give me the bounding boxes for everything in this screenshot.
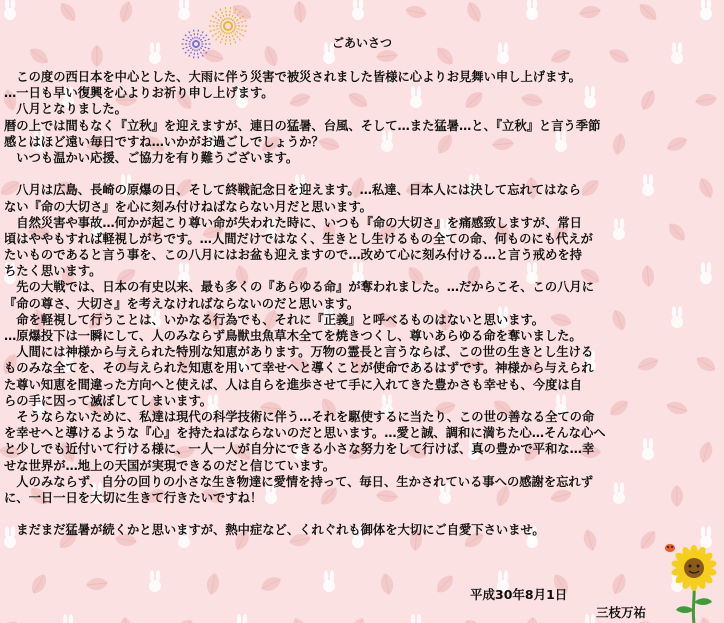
text-line: 暦の上では間もなく『立秋』を迎えますが、連日の猛暑、台風、そして…また猛暑…と、『立秋』と言う季節 — [4, 118, 601, 133]
text-line: …一日も早い復興を心よりお祈り申し上げます。 — [4, 86, 274, 101]
text-line: ない『命の大切さ』を心に刻み付けねばならない月だと思います。 — [4, 199, 372, 214]
text-line: そうならないために、私達は現代の科学技術に伴う…それを駆使するに当たり、この世の善なる全ての命 — [4, 409, 595, 424]
text-line: まだまだ猛暑が続くかと思いますが、熱中症など、くれぐれも御体を大切にご自愛下さいませ。 — [4, 523, 545, 538]
text-line: と少しでも近付いて行ける様に、一人一人が自分にできる小さな努力をして行けば、真の豊かで平和な…幸 — [4, 442, 595, 457]
page-title: ごあいさつ — [331, 36, 392, 50]
text-line: た尊い知恵を間違った方向へと使えば、人は自らを進歩させて手に入れてきた豊かさも幸せも、今度は自 — [4, 377, 582, 392]
text-line: 八月は広島、長崎の原爆の日、そして終戦記念日を迎えます。…私達、日本人には決して忘れてはなら — [4, 183, 581, 198]
text-line: 八月となりました。 — [4, 102, 127, 117]
text-line — [4, 506, 720, 522]
text-line: 先の大戦では、日本の有史以来、最も多くの『あらゆる命』が奪われました。…だからこそ、この八月に — [4, 280, 595, 295]
text-line: 頃はややもすれば軽視しがちです。…人間だけではなく、生きとし生けるもの全ての命、何ものにも代えが — [4, 231, 593, 246]
text-line — [4, 166, 720, 182]
text-line: …原爆投下は一瞬にして、人のみならず鳥獣虫魚草木全てを焼きつくし、尊いあらゆる命を奪いました。 — [4, 329, 582, 343]
text-line: らの手に因って滅ぼしてしまいます。 — [4, 393, 213, 408]
text-line: 『命の尊さ、大切さ』を考えなければならないのだと思います。 — [4, 296, 360, 311]
text-line: たいものであると言う事を、この八月にはお盆も迎えますので…改めて心に刻み付ける…と言う戒めを持 — [4, 248, 582, 263]
text-line: 命を軽視して行うことは、いかなる行為でも、それに『正義』と呼べるものはないと思います。 — [4, 312, 545, 327]
text-line: 人のみならず、自分の回りの小さな生き物達に愛情を持って、毎日、生かされている事への感謝を忘れず — [4, 474, 594, 489]
signature: 三枝万祐 — [596, 605, 647, 620]
text-line: ものみな全てを、その与えられた知恵を用いて幸せへと導くことが使命であるはずです。神様から与えられ — [4, 361, 594, 376]
text-line: を幸せへと導けるような『心』を持たねばならないのだと思います。…愛と誠、調和に満ちた心…そんな心へ — [4, 426, 606, 441]
text-line: 人間には神様から与えられた特別な知恵があります。万物の霊長と言うならば、この世の生きとし生ける — [4, 345, 594, 360]
text-line: に、一日一日を大切に生きて行きたいですね！ — [4, 490, 263, 505]
letter-date: 平成30年8月1日 — [470, 587, 568, 602]
text-line: せな世界が…地上の天国が実現できるのだと信じています。 — [4, 458, 336, 473]
text-line: 自然災害や事故…何かが起こり尊い命が失われた時に、いつも『命の大切さ』を痛感致しますが、常日 — [4, 215, 582, 230]
text-line: ちたく思います。 — [4, 264, 102, 279]
text-line: いつも温かい応援、ご協力を有り難うございます。 — [4, 150, 299, 165]
letter-body — [4, 69, 720, 538]
text-line: この度の西日本を中心とした、大雨に伴う災害で被災されました皆様に心よりお見舞い申し上げます。 — [4, 70, 581, 84]
text-line: 感とはほど遠い毎日ですね…いかがお過ごしでしょうか？ — [4, 134, 324, 149]
